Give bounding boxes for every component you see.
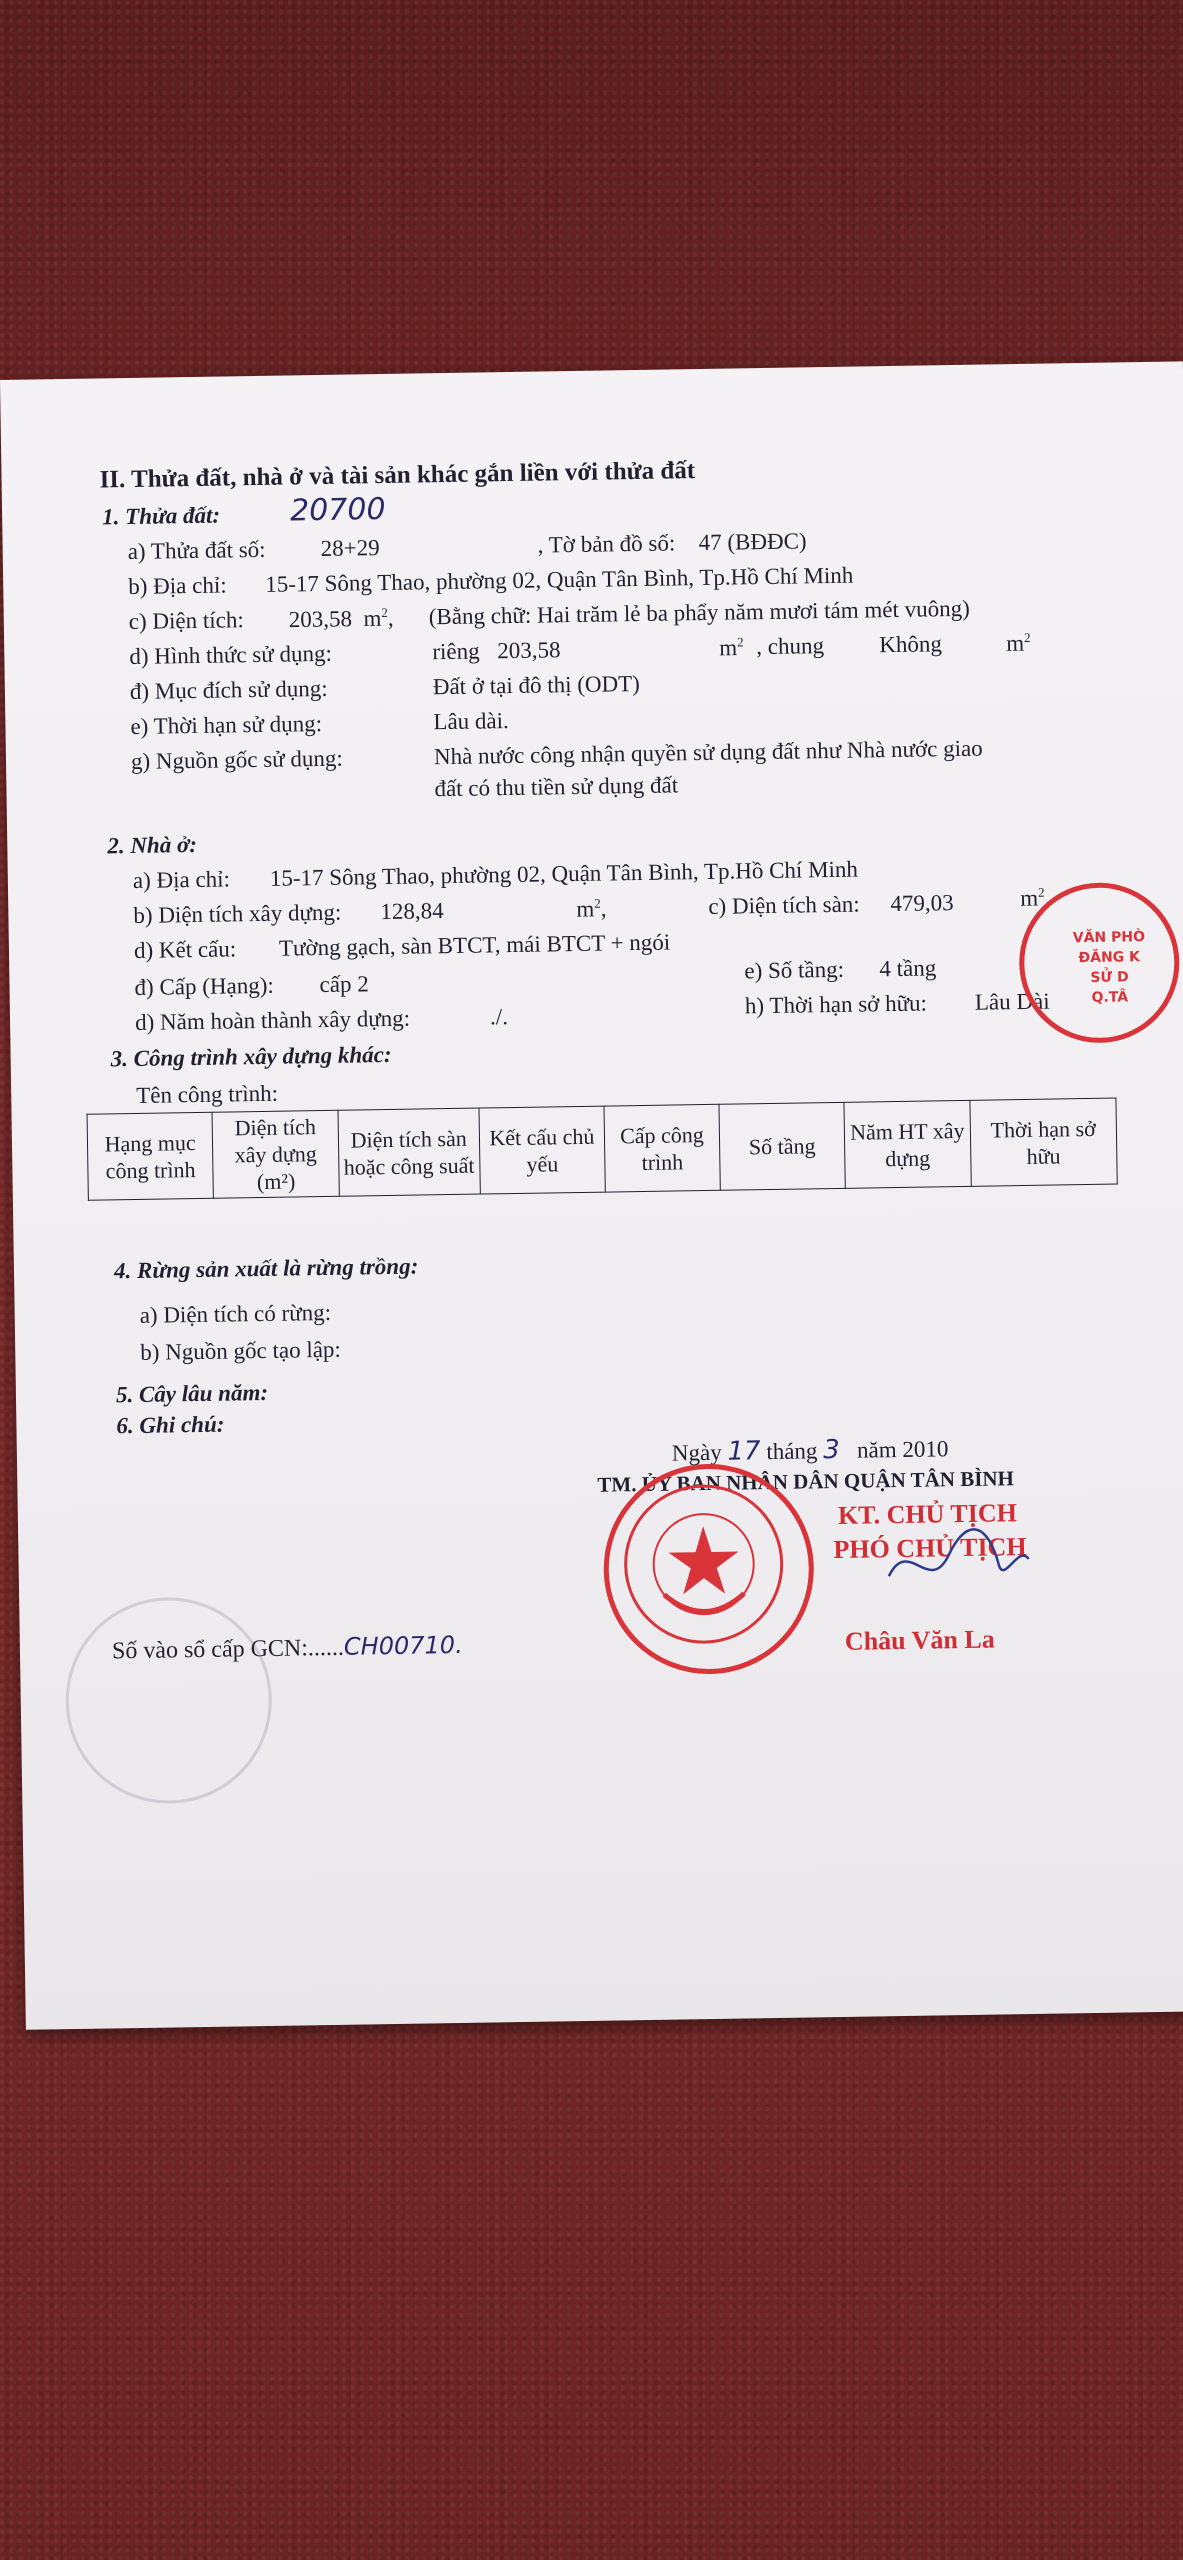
land-address-label: b) Địa chỉ: — [128, 572, 227, 600]
usage-common-unit: $m^2$ — [1006, 629, 1031, 656]
forest-origin-label: b) Nguồn gốc tạo lập: — [140, 1336, 342, 1365]
origin-value-line2: đất có thu tiền sử dụng đất — [434, 772, 679, 802]
floor-area-unit: $m^2$ — [1020, 884, 1045, 911]
map-sheet-value: 47 (BĐĐC) — [698, 528, 807, 556]
land-parcel-value: 28+29 — [320, 535, 380, 561]
purpose-label: đ) Mục đích sử dụng: — [129, 675, 328, 704]
floors-value: 4 tầng — [879, 955, 937, 982]
usage-common-label: , chung — [756, 633, 825, 660]
col-structure: Kết cấu chủ yếu — [479, 1106, 606, 1194]
build-area-value: 128,84 — [380, 898, 444, 925]
vice-chair-title: PHÓ CHỦ TỊCH — [833, 1532, 1027, 1565]
side-seal-icon: VĂN PHÒ ĐĂNG K SỬ D Q.TÂ — [1018, 882, 1180, 1044]
term-label: e) Thời hạn sử dụng: — [130, 710, 323, 739]
signer-name: Châu Văn La — [844, 1624, 995, 1656]
build-area-unit: $m^2$, — [576, 895, 607, 922]
floor-area-value: 479,03 — [890, 890, 954, 917]
col-floor-area: Diện tích sàn hoặc công suất — [338, 1108, 480, 1196]
section-title: II. Thửa đất, nhà ở và tài sản khác gắn liền với thửa đất — [99, 457, 696, 494]
origin-label: g) Nguồn gốc sử dụng: — [130, 745, 343, 774]
col-grade: Cấp công trình — [604, 1104, 720, 1192]
origin-value-line1: Nhà nước công nhận quyền sử dụng đất như Nhà nước giao — [433, 735, 983, 770]
registry-line: Số vào sổ cấp GCN:......CH00710. — [111, 1630, 463, 1665]
land-area-label: c) Diện tích: — [128, 607, 244, 635]
purpose-value: Đất ở tại đô thị (ODT) — [432, 670, 641, 700]
ownership-term-label: h) Thời hạn sở hữu: — [744, 990, 928, 1019]
forest-area-label: a) Diện tích có rừng: — [139, 1299, 332, 1328]
usage-private-value: 203,58 — [497, 637, 561, 664]
house-address-value: 15-17 Sông Thao, phường 02, Quận Tân Bình, Tp.Hồ Chí Minh — [269, 856, 859, 891]
table-header-row — [87, 1098, 1117, 1200]
certificate-page — [0, 361, 1183, 2029]
date-line: Ngày 17 tháng 3 năm 2010 — [671, 1434, 949, 1467]
signature-scribble-icon — [878, 1514, 1039, 1607]
issuing-org: TM. ỦY BAN NHÂN DÂN QUẬN TÂN BÌNH — [597, 1466, 1015, 1497]
notes-heading: 6. Ghi chú: — [116, 1411, 225, 1439]
kt-title: KT. CHỦ TỊCH — [837, 1498, 1018, 1530]
structure-label: d) Kết cấu: — [133, 936, 237, 963]
completion-value: ./. — [489, 1004, 509, 1030]
floor-area-label: c) Diện tích sàn: — [708, 891, 860, 919]
house-heading: 2. Nhà ở: — [107, 831, 198, 859]
land-address-value: 15-17 Sông Thao, phường 02, Quận Tân Bình, Tp.Hồ Chí Minh — [265, 562, 854, 597]
land-area-words: (Bằng chữ: Hai trăm lẻ ba phẩy năm mươi tám mét vuông) — [428, 595, 970, 630]
col-year: Năm HT xây dựng — [844, 1100, 971, 1188]
works-name-label: Tên công trình: — [136, 1080, 279, 1108]
completion-label: d) Năm hoàn thành xây dựng: — [134, 1005, 411, 1035]
other-works-heading: 3. Công trình xây dựng khác: — [110, 1041, 392, 1072]
map-sheet-label: , Tờ bản đồ số: — [537, 530, 676, 558]
col-ownership: Thời hạn sở hữu — [969, 1098, 1117, 1186]
structure-value: Tường gạch, sàn BTCT, mái BTCT + ngói — [278, 929, 671, 961]
term-value: Lâu dài. — [433, 708, 509, 735]
col-build-area: Diện tích xây dựng (m²) — [212, 1110, 339, 1198]
build-area-label: b) Diện tích xây dựng: — [133, 899, 342, 928]
col-item: Hạng mục công trình — [87, 1112, 214, 1200]
land-heading: 1. Thửa đất: — [101, 502, 221, 530]
usage-private-label: riêng — [432, 638, 480, 665]
col-floors: Số tầng — [719, 1102, 846, 1190]
land-area-value: 203,58 $m^2$, — [288, 604, 394, 633]
forest-heading: 4. Rừng sản xuất là rừng trồng: — [113, 1253, 419, 1284]
perennial-heading: 5. Cây lâu năm: — [115, 1379, 269, 1408]
usage-form-label: d) Hình thức sử dụng: — [129, 640, 333, 670]
official-seal-icon — [602, 1462, 815, 1675]
ownership-term-value: Lâu Dài — [974, 988, 1050, 1015]
other-works-table — [87, 1098, 1118, 1201]
faded-seal-icon — [64, 1596, 273, 1805]
handwritten-note: 20700 — [289, 491, 386, 529]
grade-label: đ) Cấp (Hạng): — [134, 972, 274, 1000]
usage-common-value: Không — [879, 631, 943, 658]
grade-value: cấp 2 — [319, 971, 369, 998]
usage-private-unit: $m^2$ — [719, 634, 744, 661]
house-address-label: a) Địa chỉ: — [132, 866, 231, 893]
land-parcel-label: a) Thửa đất số: — [127, 536, 266, 565]
floors-label: e) Số tầng: — [744, 956, 845, 984]
